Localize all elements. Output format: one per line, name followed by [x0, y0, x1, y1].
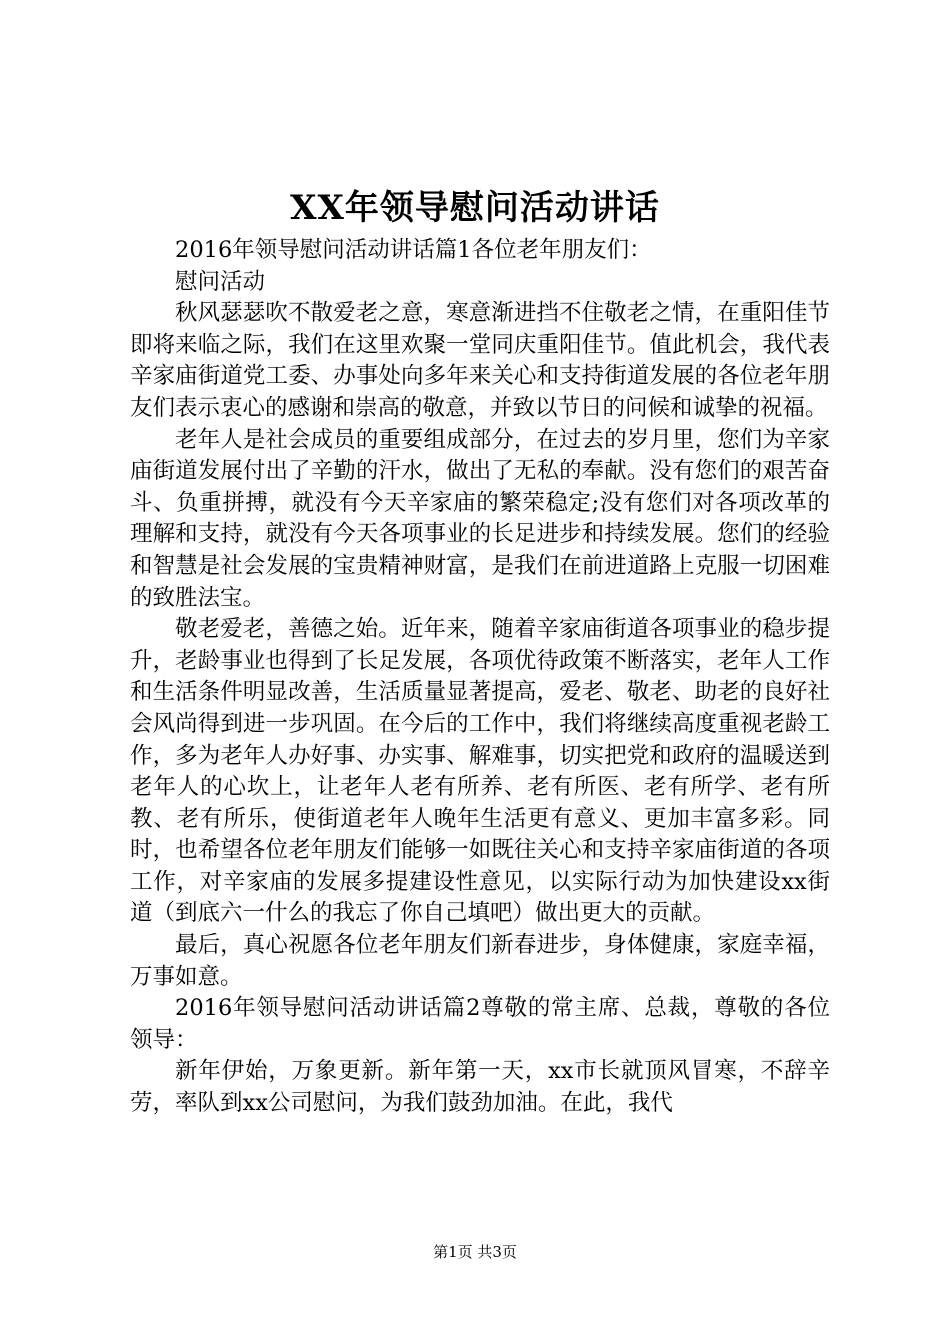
paragraph-heading-article-2: 2016年领导慰问活动讲话篇2尊敬的常主席、总裁，尊敬的各位领导：: [130, 995, 830, 1053]
paragraph-elderly-contribution: 老年人是社会成员的重要组成部分，在过去的岁月里，您们为辛家庙街道发展付出了辛勤的汗水，做出了无私的奉献。没有您们的艰苦奋斗、负重拼搏，就没有今天辛家庙的繁荣稳定;没有您们对各项改革的理解和支持，就没有今天各项事业的长足进步和持续发展。您们的经验和智慧是社会发展的宝贵精神财富，是我们在前进道路上克服一切困难的致胜法宝。: [130, 426, 830, 611]
paragraph-respect-elderly: 敬老爱老，善德之始。近年来，随着辛家庙街道各项事业的稳步提升，老龄事业也得到了长足发展，各项优待政策不断落实，老年人工作和生活条件明显改善，生活质量显著提高，爱老、敬老、助老的良好社会风尚得到进一步巩固。在今后的工作中，我们将继续高度重视老龄工作，多为老年人办好事、办实事、解难事，切实把党和政府的温暖送到老年人的心坎上，让老年人老有所养、老有所医、老有所学、老有所教、老有所乐，使街道老年人晚年生活更有意义、更加丰富多彩。同时，也希望各位老年朋友们能够一如既往关心和支持辛家庙街道的各项工作，对辛家庙的发展多提建设性意见，以实际行动为加快建设xx街道（到底六一什么的我忘了你自己填吧）做出更大的贡献。: [130, 616, 830, 927]
paragraph-greeting: 秋风瑟瑟吹不散爱老之意，寒意渐进挡不住敬老之情，在重阳佳节即将来临之际，我们在这里欢聚一堂同庆重阳佳节。值此机会，我代表辛家庙街道党工委、办事处向多年来关心和支持街道发展的各位老年朋友们表示衷心的感谢和崇高的敬意，并致以节日的问候和诚挚的祝福。: [130, 300, 830, 421]
paragraph-new-year: 新年伊始，万象更新。新年第一天，xx市长就顶风冒寒，不辞辛劳，率队到xx公司慰问，为我们鼓劲加油。在此，我代: [130, 1058, 830, 1117]
document-body: [130, 235, 830, 1120]
document-title: XX年领导慰问活动讲话: [290, 188, 660, 228]
paragraph-closing-wishes: 最后，真心祝愿各位老年朋友们新春进步，身体健康，家庭幸福，万事如意。: [130, 932, 830, 990]
paragraph-heading-article-1: 2016年领导慰问活动讲话篇1各位老年朋友们：: [175, 237, 652, 263]
page-number-footer: 第1页 共3页: [433, 1243, 517, 1261]
paragraph-subheading: 慰问活动: [175, 268, 266, 295]
